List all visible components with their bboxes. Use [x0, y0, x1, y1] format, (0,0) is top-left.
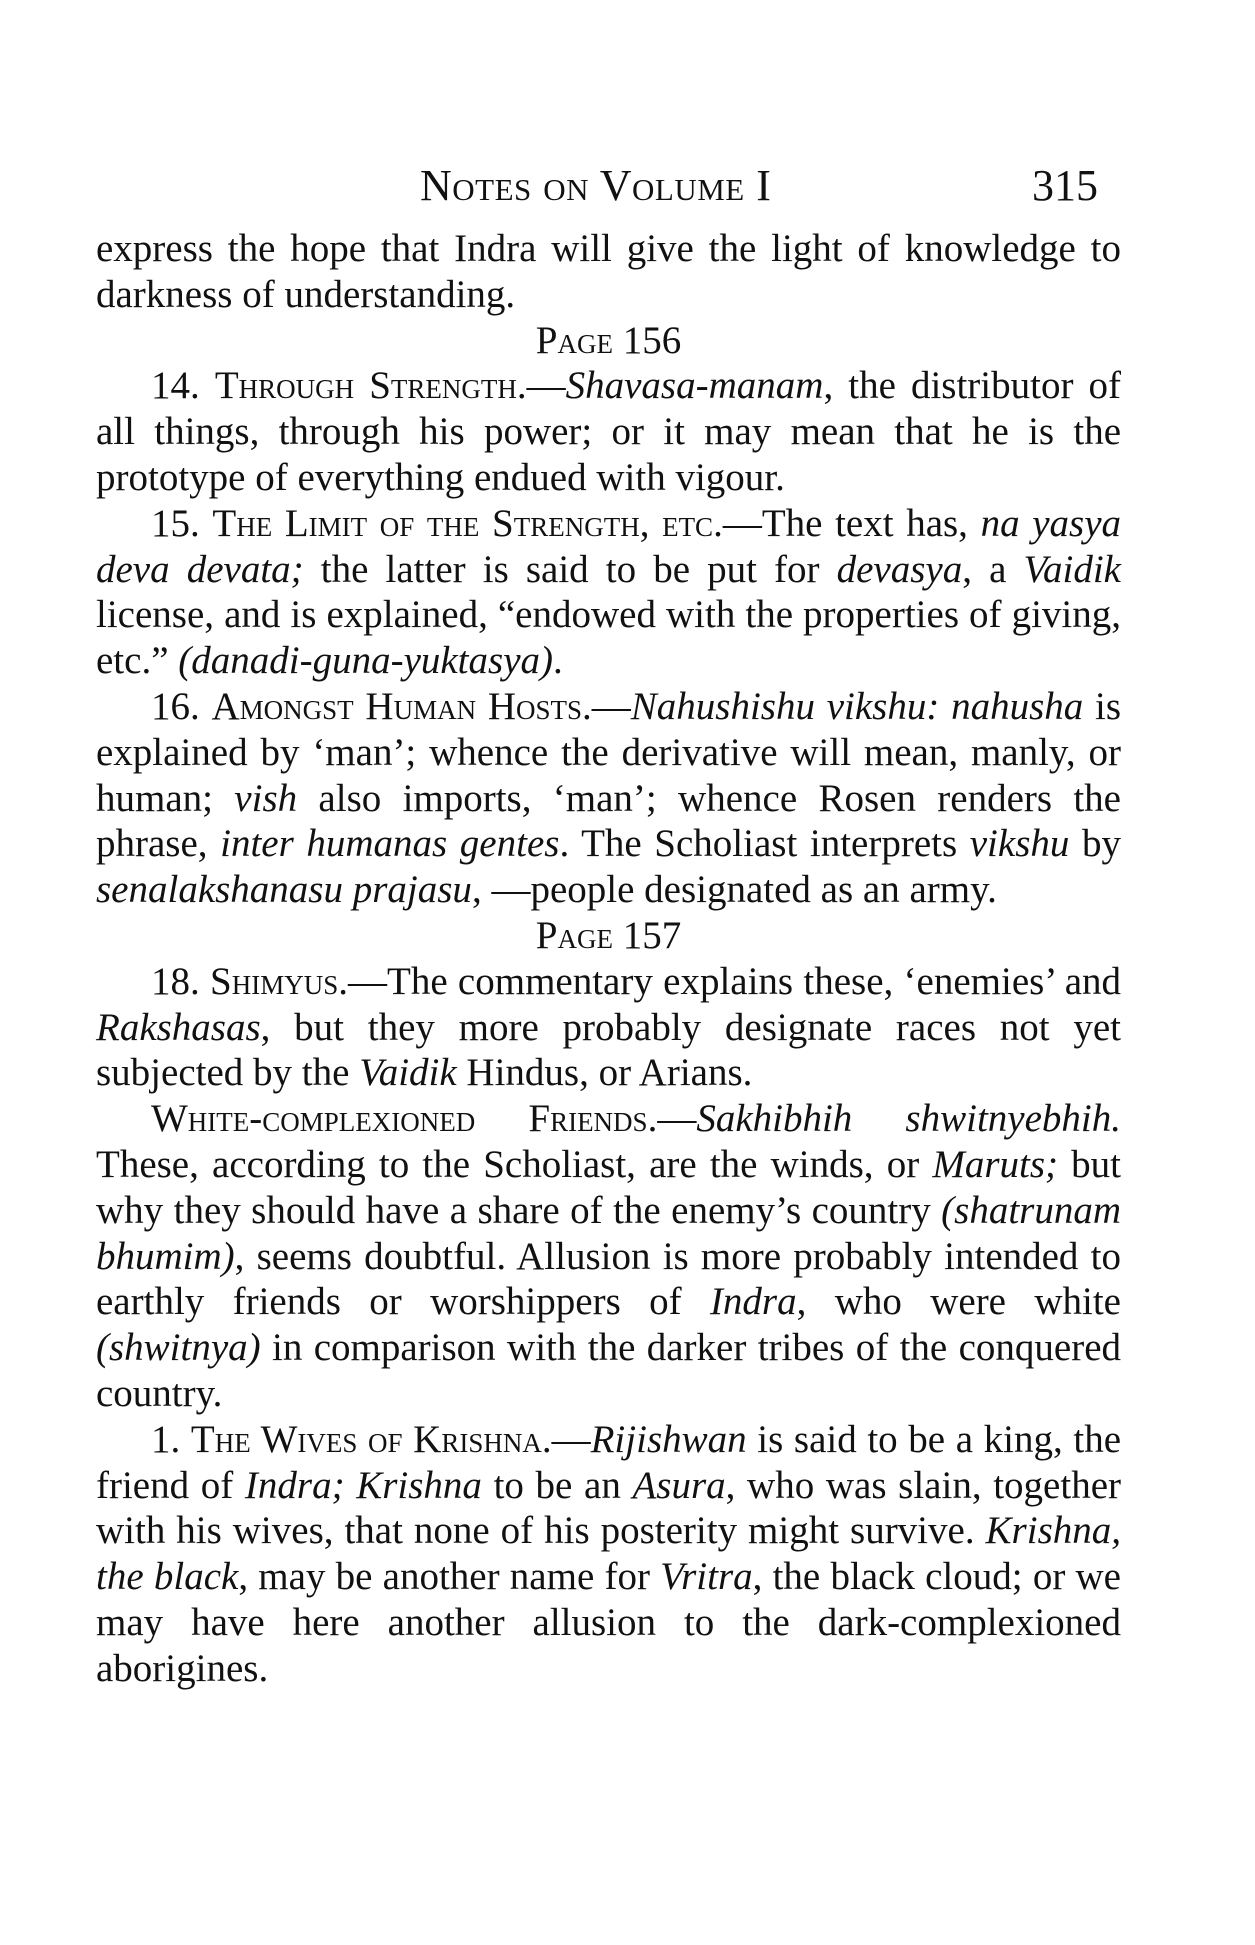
note-number: 18.	[151, 959, 200, 1003]
note-18: 18. Shimyus.—The commentary explains these, ‘enemies’ and Rakshasas, but they more probably designate races not yet subjected by the Vaidik Hindus, or Arians.	[96, 959, 1122, 1095]
note-14: 14. Through Strength.—Shavasa-manam, the distributor of all things, through his power; or it may mean that he is the prototype of everything endued with vigour.	[96, 364, 1121, 499]
note-number: 14.	[151, 364, 200, 408]
sanskrit-term: Vritra	[660, 1555, 753, 1599]
note-15: 15. The Limit of the Strength, etc.—The text has, na yasya deva devata; the latter is said to be put for devasya, a Vaidik license, and is explained, “endowed with the properties of giving, etc.” (danadi-guna-yuktasya).	[96, 501, 1122, 683]
sanskrit-term: Rijishwan	[590, 1417, 747, 1461]
page-header	[0, 160, 1255, 224]
note-number: 16.	[151, 684, 200, 728]
note-16: 16. Amongst Human Hosts.—Nahushishu vikshu: nahusha is explained by ‘man’; whence the derivative will mean, manly, or human; vish also imports, ‘man’; whence Rosen renders the phrase, inter humanas gentes. The Scholiast interprets vikshu by senalakshanasu prajasu, —people designated as an army.	[96, 684, 1122, 912]
sanskrit-term: Krishna, the black	[96, 1509, 1121, 1599]
sanskrit-term: Asura	[632, 1463, 726, 1507]
page-reference-156: Page 156	[535, 318, 682, 362]
note-heading: Shimyus.	[210, 959, 348, 1003]
paragraph-continuation: express the hope that Indra will give the light of knowledge to darkness of understanding.	[96, 227, 1121, 316]
running-title: Notes on Volume I	[420, 161, 772, 210]
sanskrit-term: Shavasa-manam	[565, 364, 824, 408]
sanskrit-term: na yasya deva devata;	[96, 501, 1122, 591]
note-number: 1.	[151, 1417, 181, 1461]
page-reference-157: Page 157	[535, 913, 682, 957]
sanskrit-term: Rakshasas	[96, 1005, 261, 1049]
sanskrit-term: senalakshanasu prajasu	[96, 868, 472, 912]
sanskrit-term: (shatrunam bhumim)	[96, 1188, 1121, 1278]
sanskrit-term: devasya	[836, 547, 963, 591]
sanskrit-term: Maruts;	[932, 1142, 1059, 1186]
note-white-complexioned-friends: White-complexioned Friends.—Sakhibhih shwitnyebhih. These, according to the Scholiast, are the winds, or Maruts; but why they should have a share of the enemy’s country (shatrunam bhumim), seems doubtful. Allusion is more probably intended to earthly friends or worshippers of Indra, who were white (shwitnya) in comparison with the darker tribes of the conquered country.	[96, 1097, 1121, 1415]
note-number: 15.	[151, 501, 200, 545]
latin-phrase: inter humanas gentes	[220, 822, 560, 866]
note-heading: White-complexioned Friends.	[151, 1097, 658, 1141]
sanskrit-term: Vaidik	[1023, 547, 1121, 591]
note-heading: Amongst Human Hosts.	[211, 684, 592, 728]
sanskrit-term: (danadi-guna-yuktasya)	[178, 639, 553, 683]
body-text	[96, 226, 1121, 1692]
sanskrit-term: vikshu	[969, 822, 1070, 866]
page-number: 315	[1032, 161, 1098, 210]
sanskrit-term: vish	[234, 776, 298, 820]
note-heading: The Wives of Krishna.	[190, 1417, 552, 1461]
sanskrit-term: Indra	[709, 1280, 797, 1324]
sanskrit-term: Vaidik	[359, 1051, 457, 1095]
note-1: 1. The Wives of Krishna.—Rijishwan is said to be a king, the friend of Indra; Krishna to be an Asura, who was slain, together with his wives, that none of his posterity might survive. Krishna, the black, may be another name for Vritra, the black cloud; or we may have here another allusion to the dark-complexioned aborigines.	[96, 1417, 1122, 1690]
note-heading: The Limit of the Strength, etc.	[212, 501, 723, 545]
sanskrit-term: Sakhibhih shwitnyebhih.	[696, 1097, 1121, 1141]
sanskrit-term: Indra; Krishna	[244, 1463, 482, 1507]
sanskrit-term: (shwitnya)	[96, 1326, 261, 1370]
note-heading: Through Strength.	[214, 364, 527, 408]
sanskrit-term: Nahushishu vikshu: nahusha	[630, 684, 1084, 728]
